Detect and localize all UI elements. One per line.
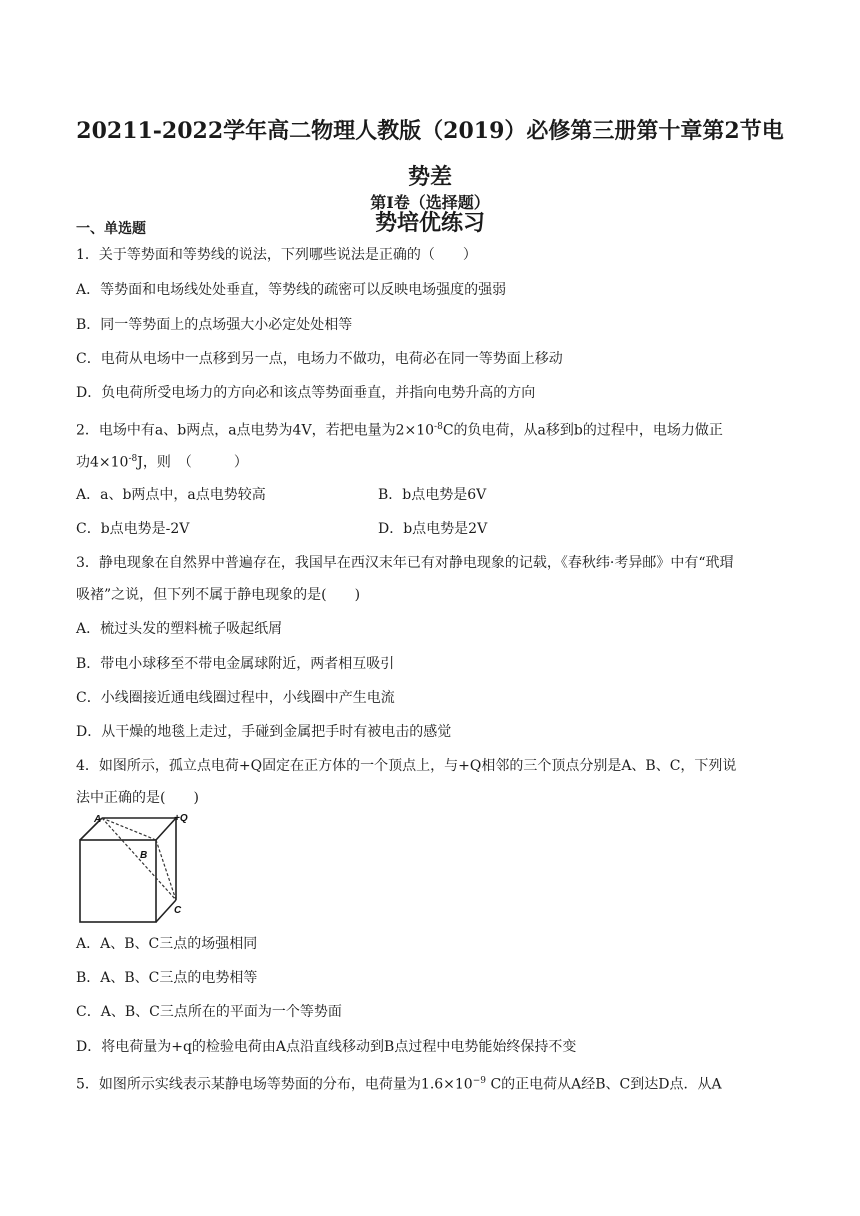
q5-stem-line-1 [76,1072,722,1094]
q2-work-exponent: -8 [128,454,138,464]
dashed-line-b-c [156,840,176,900]
q5-stem-part: 5．如图所示实线表示某静电场等势面的分布，电荷量为1.6×10 [76,1076,473,1093]
cube-figure [76,812,196,927]
q2-charge-exponent: -8 [434,422,443,432]
label-plus-q: +Q [174,813,188,824]
document-title [70,108,790,246]
q2-stem-part: 2．电场中有a、b两点，a点电势为4V，若把电量为2×10 [76,422,435,439]
dashed-line-a-b [102,818,156,840]
q5-stem-part: C的正电荷从A经B、C到达D点．从A [486,1076,722,1093]
q4-option-d: D．将电荷量为+q的检验电荷由A点沿直线移动到B点过程中电势能始终保持不变 [76,1039,577,1055]
q2-option-b: B．b点电势是6V [378,487,487,503]
q3-option-a: A．梳过头发的塑料梳子吸起纸屑 [76,621,283,637]
q1-option-d: D．负电荷所受电场力的方向必和该点等势面垂直，并指向电势升高的方向 [76,385,536,401]
q2-option-a: A．a、b两点中，a点电势较高 [76,487,266,503]
q3-option-d: D．从干燥的地毯上走过，手碰到金属把手时有被电击的感觉 [76,724,452,740]
q2-stem-line-2 [76,450,248,472]
q4-stem-line-1: 4．如图所示，孤立点电荷+Q固定在正方体的一个顶点上，与+Q相邻的三个顶点分别是A、B、C，下列说 [76,758,737,774]
q2-stem-line-1 [76,418,723,440]
q5-charge-exponent: −9 [472,1076,486,1086]
label-c: C [174,905,182,916]
q1-option-c: C．电荷从电场中一点移到另一点，电场力不做功，电荷必在同一等势面上移动 [76,351,563,367]
q4-option-a: A．A、B、C三点的场强相同 [76,936,258,952]
q3-stem-line-2: 吸褚”之说，但下列不属于静电现象的是( ) [76,587,361,603]
q3-option-b: B．带电小球移至不带电金属球附近，两者相互吸引 [76,656,395,672]
q3-stem-line-1: 3．静电现象在自然界中普遍存在，我国早在西汉末年已有对静电现象的记载，《春秋纬·考异邮》中有“玳瑁 [76,555,734,571]
title-line-2: 势培优练习 [374,210,485,236]
cube-edge [156,818,176,840]
section-heading: 一、单选题 [76,221,146,237]
cube-edge [156,900,176,922]
q2-stem-part: 功4×10 [76,454,129,471]
label-a: A [94,814,102,825]
q1-option-b: B．同一等势面上的点场强大小必定处处相等 [76,317,353,333]
q3-option-c: C．小线圈接近通电线圈过程中，小线圈中产生电流 [76,690,395,706]
q1-stem: 1．关于等势面和等势线的说法，下列哪些说法是正确的（ ） [76,247,477,263]
q2-option-c: C．b点电势是-2V [76,521,190,537]
q4-stem-line-2: 法中正确的是( ) [76,790,199,806]
q2-stem-part: J，则 （ ） [137,454,248,471]
q4-option-b: B．A、B、C三点的电势相等 [76,970,258,986]
volume-subtitle: 第Ⅰ卷（选择题） [370,193,490,212]
q2-stem-part: C的负电荷，从a移到b的过程中，电场力做正 [442,422,723,439]
q2-option-d: D．b点电势是2V [378,521,488,537]
label-b: B [140,850,148,861]
q1-option-a: A．等势面和电场线处处垂直，等势线的疏密可以反映电场强度的强弱 [76,282,507,298]
title-line-1: 20211-2022学年高二物理人教版（2019）必修第三册第十章第2节电势差 [76,118,784,190]
q4-option-c: C．A、B、C三点所在的平面为一个等势面 [76,1004,342,1020]
